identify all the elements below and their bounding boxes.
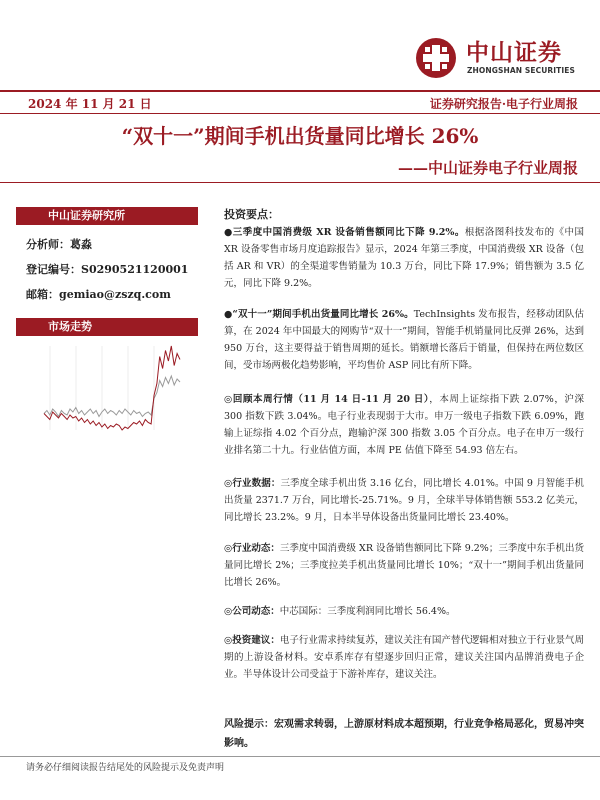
point-xr-sales — [224, 224, 584, 292]
market-trend-svg — [16, 338, 198, 438]
point-company-news — [224, 603, 584, 620]
point-double11-text: TechInsights 发布报告，经移动团队估算，在 2024 年中国最大的网购节“双十一”期间，智能手机销量同比反弹 26%，达到 950 万台，这主要得益于销售周期的延长。销额增长落后于销量，但保持在两位数区间，受市场两极化趋势影响，平均售价 ASP 同比有所下降。 — [224, 309, 584, 371]
registration-number: S0290521120001 — [81, 263, 189, 276]
point-xr-sales-text: 根据洛图科技发布的《中国 XR 设备零售市场月度追踪报告》显示，2024 年第三季度，中国消费级 XR 设备（包括 AR 和 VR）的全渠道零售销量为 10.3 万台，同比下降 17.9%；销售额为 3.5 亿元，同比下降 9.2%。 — [224, 227, 584, 289]
registration-label: 登记编号： — [26, 263, 81, 276]
point-weekly-review-text: ，本周上证综指下跌 2.07%，沪深 300 指数下跌 3.04%。电子行业表现弱于大市。申万一级电子指数下跌 6.09%，跑输上证综指 4.02 个百分点，跑输沪深 300 指数 3.05 个百分点。电子在申万一级行业排名第二十九。行业估值方面，本周 PE 估值下降至 54.93 倍左右。 — [224, 394, 584, 456]
risk-warning — [224, 715, 584, 753]
email-address[interactable]: gemiao@zszq.com — [59, 288, 171, 301]
report-subtitle: ——中山证券电子行业周报 — [397, 159, 578, 177]
analyst-name: 葛淼 — [70, 238, 92, 251]
footer-disclaimer: 请务必仔细阅读报告结尾处的风险提示及免责声明 — [26, 763, 225, 773]
report-category: 证券研究报告·电子行业周报 — [429, 97, 578, 111]
market-trend-chart — [16, 338, 198, 438]
divider — [0, 182, 600, 183]
point-industry-news-heading: ◎行业动态： — [224, 543, 280, 554]
analyst-line — [26, 236, 92, 252]
registration-line — [26, 261, 188, 277]
zhongshan-logo-icon — [414, 36, 458, 80]
report-date: 2024 年 11 月 21 日 — [28, 97, 152, 111]
date-band — [0, 90, 600, 114]
point-double11 — [224, 306, 584, 374]
brand-name-en: ZHONGSHAN SECURITIES — [467, 66, 576, 75]
analyst-label: 分析师： — [26, 238, 70, 251]
brand-logo — [414, 34, 584, 78]
chart-series-line-1 — [44, 376, 180, 417]
footer-divider — [0, 756, 600, 757]
institute-header: 中山证券研究所 — [16, 207, 198, 225]
report-title: “双十一”期间手机出货量同比增长 26% — [121, 124, 479, 148]
point-double11-heading: ●“双十一”期间手机出货量同比增长 26%。 — [224, 309, 414, 320]
point-investment-advice-text: 电子行业需求持续复苏，建议关注有国产替代逻辑相对独立于行业景气周期的上游设备材料。安卓系库存有望逐步回归正常，建议关注国内品牌消费电子企业。半导体设计公司受益于下游补库存，建议关注。 — [224, 635, 584, 680]
point-weekly-review-heading: ◎回顾本周行情（11 月 14 日-11 月 20 日） — [224, 394, 430, 405]
market-trend-header: 市场走势 — [16, 318, 198, 336]
email-label: 邮箱： — [26, 288, 59, 301]
point-industry-data — [224, 475, 584, 526]
brand-name: 中山证券 — [466, 40, 562, 66]
point-company-news-heading: ◎公司动态： — [224, 606, 280, 617]
key-points-title: 投资要点： — [224, 208, 279, 221]
chart-series-line-0 — [44, 346, 180, 430]
point-investment-advice-heading: ◎投资建议： — [224, 635, 280, 646]
key-points — [224, 206, 584, 753]
point-investment-advice — [224, 632, 584, 683]
point-weekly-review — [224, 391, 584, 459]
point-xr-sales-heading: ●三季度中国消费级 XR 设备销售额同比下降 9.2%。 — [224, 227, 465, 238]
point-industry-data-text: 三季度全球手机出货 3.16 亿台，同比增长 4.01%。中国 9 月智能手机出货量 2371.7 万台，同比增长-25.71%。9 月，全球半导体销售额 553.2 亿美元，同比增长 23.2%。9 月，日本半导体设备出货量同比增长 23.40%。 — [224, 478, 584, 523]
point-industry-news — [224, 540, 584, 591]
risk-label: 风险提示： — [224, 719, 274, 730]
point-company-news-text: 中芯国际：三季度利润同比增长 56.4%。 — [279, 606, 456, 617]
point-industry-data-heading: ◎行业数据： — [224, 478, 281, 489]
point-industry-news-text: 三季度中国消费级 XR 设备销售额同比下降 9.2%；三季度中东手机出货量同比增长 2%；三季度拉美手机出货量同比增长 10%；“双十一”期间手机出货量同比增长 26%。 — [224, 543, 584, 588]
email-line — [26, 286, 171, 302]
risk-text: 宏观需求转弱，上游原材料成本超预期，行业竞争格局恶化，贸易冲突影响。 — [224, 719, 584, 749]
